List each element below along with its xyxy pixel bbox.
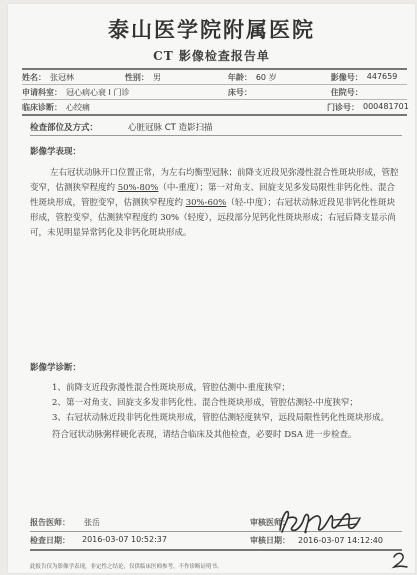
clinic-no-label: 门诊号： (327, 102, 359, 112)
clinic-no: 000481701 (363, 101, 409, 111)
exam-part-value: 心脏冠脉 CT 造影扫描 (128, 123, 213, 133)
reporter-name: 张岳 (84, 518, 100, 527)
report-title: CT 影像检查报告单 (153, 49, 270, 63)
findings-part-3: （轻-中度）；右冠状动脉近段见非钙化性斑块形成，管腔变窄，估测狭窄程度约 30%（轻度），远段部分见钙化性斑块形成；右冠后降支显示尚可，未见明显异常钙化及非钙化斑块形成。 (30, 198, 396, 238)
image-no-label: 影像号： (330, 72, 363, 82)
diagnosis-heading: 影像学诊断： (30, 363, 82, 373)
clinical-diag-value: 心绞痛 (66, 102, 90, 112)
findings-stenosis-1: 50%-80% (117, 183, 159, 193)
patient-row (22, 100, 407, 116)
patient-row (22, 85, 407, 100)
exam-part (30, 121, 400, 133)
item-text: 第一对角支、回旋支多发非钙化性、混合性斑块形成，管腔估测轻-中度狭窄； (66, 398, 358, 408)
findings-text (30, 166, 402, 241)
list-item (52, 411, 397, 426)
sex-label: 性别： (124, 72, 149, 82)
footer-divider-bottom (30, 549, 402, 551)
reporter-label: 报告医师： (30, 518, 70, 527)
patient-row (22, 68, 407, 85)
patient-info-table (22, 68, 407, 116)
name-label: 姓名： (22, 72, 46, 82)
review-date: 2016-03-07 14:12:40 (298, 536, 383, 545)
diagnosis-list (52, 381, 397, 426)
diagnosis-section (30, 361, 402, 443)
findings-part-2: （中-重度）；第一对角支、回旋支见多发局限性非钙化性、混合性斑块形成，管腔变窄，估测狭窄程度约 (30, 183, 396, 208)
dept-label: 申请科室： (22, 87, 62, 97)
page-mark (390, 550, 410, 570)
exam-part-label: 检查部位及方式： (30, 123, 99, 133)
findings-section (30, 145, 402, 241)
item-number: 3、 (52, 413, 66, 423)
list-item (52, 396, 397, 411)
reviewer-signature (274, 504, 364, 540)
patient-sex: 男 (152, 72, 161, 82)
dept-value: 冠心病心衰 I 门诊 (66, 87, 130, 97)
item-number: 1、 (52, 383, 66, 393)
findings-stenosis-2: 30%-60% (185, 198, 227, 208)
patient-age: 60 岁 (255, 72, 277, 82)
item-text: 前降支近段弥漫性混合性斑块形成，管腔估测中-重度狭窄； (66, 383, 290, 393)
review-date-label: 审核日期： (250, 536, 290, 545)
disclaimer: 此报告仅为影像学表现，非定性之结论，仅供临床医师参考，不作诊断证明书。 (30, 564, 223, 570)
findings-part-1: 左右冠状动脉开口位置正常，为左右均衡型冠脉；前降支近段见弥漫性混合性斑块形成，管腔变窄，估测狭窄程度约 (30, 168, 399, 193)
clinical-diag-label: 临床诊断： (22, 102, 62, 112)
bed-label: 床号： (227, 87, 252, 97)
handwritten-page-number (390, 550, 410, 570)
age-label: 年龄： (227, 72, 252, 82)
item-text: 右冠状动脉近段非钙化性斑块形成，管腔估测轻度狭窄，远段局限性钙化性斑块形成。 (66, 413, 390, 423)
list-item (52, 381, 397, 396)
patient-name: 张冠林 (50, 72, 74, 82)
report-header (8, 14, 415, 64)
item-number: 2、 (52, 398, 66, 408)
check-date: 2016-03-07 10:52:37 (82, 535, 167, 544)
hospital-name: 泰山医学院附属医院 (108, 17, 315, 42)
findings-heading: 影像学表现： (30, 147, 82, 157)
report-paper (8, 4, 415, 573)
diagnosis-note: 符合冠状动脉粥样硬化表现，请结合临床及其他检查，必要时 DSA 进一步检查。 (52, 430, 357, 440)
ward-label: 住院号： (330, 87, 363, 97)
image-no: 447659 (366, 71, 398, 81)
exam-divider (30, 135, 402, 136)
check-date-label: 检查日期： (30, 536, 70, 545)
reviewer-label: 审核医师： (250, 518, 290, 527)
